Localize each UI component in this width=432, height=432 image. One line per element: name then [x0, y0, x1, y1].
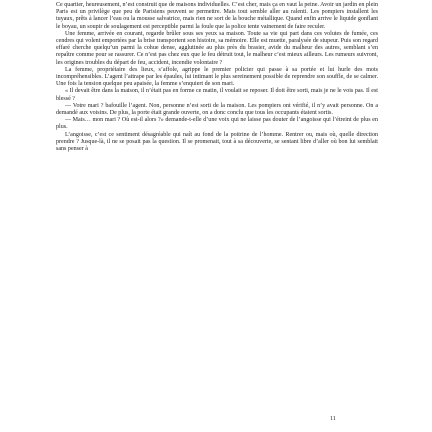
page-number: 11 — [330, 416, 336, 422]
paragraph-2: Une femme, arrivée en courant, regarde brûler sous ses yeux sa maison. Toute sa vie qui part dans ces volutes de fumée, ces cendres qui volent emportées par la brise transportent son histoire, sa mémoire. Elle est muette, paralysée de stupeur. Puis son regard effaré cherche quelqu’un parmi la cohue dense, agglutinée au plus près du brasier, avide du malheur des autres, semblant s’en repaître comme pour se rassurer. Ce n’est pas chez eux que le feu détruit tout, le malheur c’est mieux ailleurs. Les rumeurs suivront, les origines troubles du départ de feu, accident, incendie volontaire ? — [56, 30, 378, 66]
dialogue-line-1: « Il devait être dans la maison, il n’était pas en forme ce matin, il voulait se reposer. Il doit être sorti, mais je ne le vois pas. Il est blessé ? — [56, 88, 378, 102]
dialogue-line-3: — Mais… mon mari ? Où est-il alors ?» demande-t-elle d’une voix qui ne laisse pas douter de l’angoisse qui l’étreint de plus en plus. — [56, 117, 378, 131]
dialogue-line-2: — Votre mari ? bafouille l’agent. Non, personne n’est sorti de la maison. Les pompiers ont vérifié, il n’y avait personne. On a demandé aux voisins. De plus, la porte était grande ouverte, on a donc conclu que tous les occupants étaient sortis. — [56, 102, 378, 117]
paragraph-4: L’angoisse, c’est ce sentiment désagréable qui naît au fond de la poitrine de l’homme. Rentrer ou, mais où, quelle direction prendre ? Jusque-là, il ne se posait pas la question. Il se promenait, tout à sa découverte, se sentant libre d’aller où bon lui semblait sans penser à — [56, 131, 378, 153]
paragraph-3: La femme, propriétaire des lieux, s’affole, agrippe le premier policier qui passe à sa portée et lui hurle des mots incompréhensibles. L’agent l’attrape par les épaules, lui intimant le plus sereinement possible de reprendre son souffle, de se calmer. Une fois la tension quelque peu apaisée, la femme s’enquiert de son mari. — [56, 66, 378, 88]
document-page — [56, 2, 378, 428]
paragraph-1: Ce quartier, heureusement, n’est construit que de maisons individuelles. C’est cher, mais ça en vaut la peine. Avoir un jardin en plein Paris est un privilège que peu de Parisiens peuvent se permettre. Mais tout semble aller au ralenti. Les pompiers installent les tuyaux, prêts à lancer l’eau ou la mousse salvatrice, mais rien ne sort de la bouche métallique. Quand enfin arrive le liquide gonflant le boyau, un soupir de soulagement est perceptible parmi la foule que la police tente vainement de faire reculer. — [56, 2, 378, 30]
